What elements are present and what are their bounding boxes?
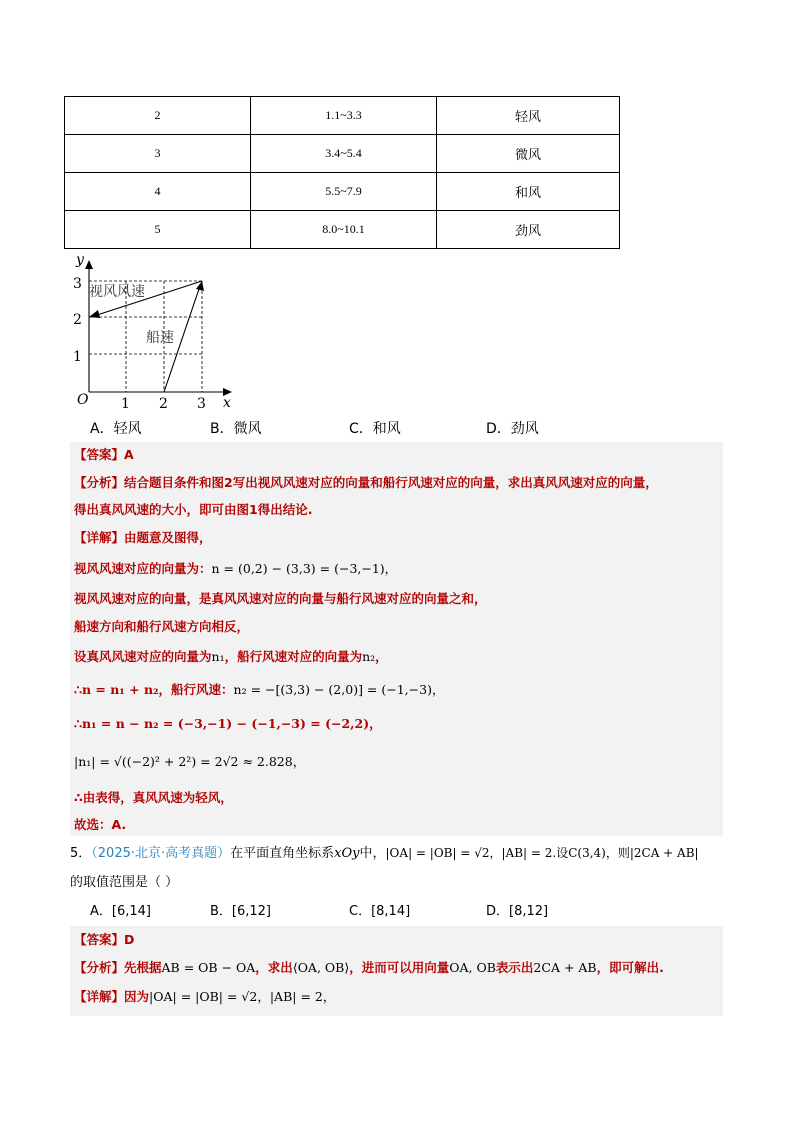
wind-range-cell: 8.0~10.1 — [251, 211, 437, 249]
q5-option-a[interactable]: A．[6,14] — [90, 904, 151, 919]
wind-name-cell: 微风 — [437, 135, 620, 173]
q5-detail-text-1: 因为 — [124, 989, 150, 1004]
q4-detail-text: 由题意及图得， — [124, 530, 212, 545]
wind-table-body — [65, 97, 620, 249]
q5-option-b[interactable]: B．[6,12] — [210, 904, 272, 919]
axes — [85, 260, 232, 396]
q5-analysis-text-5: ，即可解出. — [596, 960, 664, 975]
y-tick-1: 1 — [73, 349, 82, 365]
wind-range-cell: 1.1~3.3 — [251, 97, 437, 135]
wind-name-cell: 劲风 — [437, 211, 620, 249]
q4-sum-line: 视风风速对应的向量，是真风风速对应的向量与船行风速对应的向量之和， — [74, 591, 487, 606]
q5-stem-cond: |OA| = |OB| = √2，|AB| = 2.设C(3,4)，则|2CA + AB| — [385, 846, 699, 860]
q4-set-prefix: 设真风风速对应的向量为 — [74, 649, 212, 664]
apparent-wind-arrowhead — [89, 310, 100, 318]
q5-stem-1: 在平面直角坐标系 — [230, 846, 335, 861]
q5-options — [90, 900, 710, 920]
q4-therefore1-line — [74, 680, 444, 698]
q5-analysis-text-3: ，进而可以用向量 — [349, 960, 450, 975]
q5-analysis-tag: 【分析】 — [74, 960, 125, 975]
q4-therefore1-math: ∴n = n₁ + n₂， — [74, 682, 172, 697]
q4-opposite-line: 船速方向和船行风速方向相反， — [74, 619, 250, 634]
q4-option-a[interactable]: A．轻风 — [90, 421, 142, 437]
q4-choice-line: 故选：A. — [74, 817, 127, 832]
x-axis-label: x — [223, 395, 231, 411]
q5-analysis-math-3: OA, OB — [449, 960, 496, 975]
q5-answer-tag: 【答案】D — [74, 932, 135, 947]
q5-analysis-text-2: ，求出 — [255, 960, 293, 975]
table-row — [65, 135, 620, 173]
q5-option-c[interactable]: C．[8,14] — [349, 904, 411, 919]
q4-modulus-line — [74, 752, 305, 770]
q4-therefore2-line — [74, 714, 382, 732]
q5-answer-block — [70, 926, 723, 1016]
y-tick-2: 2 — [73, 312, 82, 328]
q4-option-b[interactable]: B．微风 — [210, 421, 262, 437]
q5-stem-line-1 — [70, 842, 699, 861]
q4-option-d[interactable]: D．劲风 — [486, 421, 539, 437]
x-tick-3: 3 — [197, 396, 206, 412]
q4-set-line — [74, 647, 388, 665]
wind-name-cell: 轻风 — [437, 97, 620, 135]
q5-analysis-line — [74, 958, 664, 976]
q5-option-d[interactable]: D．[8,12] — [486, 904, 549, 919]
q5-stem-2: 中， — [359, 846, 386, 861]
q4-analysis-line-1 — [74, 473, 658, 491]
q5-analysis-math-1: AB = OB − OA — [161, 960, 256, 975]
q5-detail-line — [74, 987, 335, 1005]
wind-level-table — [64, 96, 620, 249]
wind-level-cell: 3 — [65, 135, 251, 173]
origin-label: O — [77, 392, 89, 408]
q4-detail-tag: 【详解】 — [74, 530, 125, 545]
q4-analysis-tag: 【分析】 — [74, 475, 125, 490]
q5-source[interactable]: （2025·北京·高考真题） — [91, 846, 231, 861]
q4-vec-n-math: n = (0,2) − (3,3) = (−3,−1)， — [211, 561, 398, 576]
vector-graph — [70, 252, 245, 412]
q5-stem-3: 的取值范围是（ ） — [70, 875, 179, 890]
q4-analysis-text-1: 结合题目条件和图2写出视风风速对应的向量和船行风速对应的向量，求出真风风速对应的向量， — [124, 475, 658, 490]
q4-vec-n-prefix: 视风风速对应的向量为： — [74, 561, 212, 576]
wind-level-cell: 4 — [65, 173, 251, 211]
y-tick-3: 3 — [73, 276, 82, 292]
q5-stem-xoy: xOy — [334, 846, 360, 861]
q4-set-end: ， — [375, 649, 388, 664]
q5-number: 5． — [70, 846, 92, 861]
x-tick-1: 1 — [121, 396, 130, 412]
q4-set-n2: n₂ — [362, 649, 376, 664]
q5-analysis-text-4: 表示出 — [495, 960, 534, 975]
q5-detail-tag: 【详解】 — [74, 989, 125, 1004]
table-row — [65, 211, 620, 249]
q4-vec-n-line — [74, 559, 397, 577]
wind-range-cell: 5.5~7.9 — [251, 173, 437, 211]
q4-set-mid: ，船行风速对应的向量为 — [224, 649, 363, 664]
q4-detail-line — [74, 528, 212, 546]
y-axis-label: y — [76, 252, 84, 268]
q4-conclusion-line: ∴由表得，真风风速为轻风， — [74, 790, 233, 805]
apparent-wind-label: 视风风速 — [89, 284, 145, 300]
table-row — [65, 173, 620, 211]
y-axis-arrow — [85, 260, 93, 269]
q4-answer-block — [70, 442, 723, 836]
q4-option-c[interactable]: C．和风 — [349, 421, 401, 437]
q4-analysis-line-2: 得出真风风速的大小，即可由图1得出结论. — [74, 502, 313, 517]
q4-options — [90, 418, 690, 438]
wind-range-cell: 3.4~5.4 — [251, 135, 437, 173]
wind-level-cell: 5 — [65, 211, 251, 249]
q4-therefore1-text: 船行风速： — [171, 682, 234, 697]
wind-level-cell: 2 — [65, 97, 251, 135]
wind-name-cell: 和风 — [437, 173, 620, 211]
q5-analysis-math-4: 2CA + AB — [533, 960, 597, 975]
q4-answer-tag: 【答案】A — [74, 447, 134, 462]
q4-set-n1: n₁ — [211, 649, 225, 664]
q4-therefore1-math2: n₂ = −[(3,3) − (2,0)] = (−1,−3)， — [233, 682, 445, 697]
q5-analysis-text-1: 先根据 — [124, 960, 162, 975]
q5-detail-math: |OA| = |OB| = √2，|AB| = 2， — [149, 989, 336, 1004]
ship-speed-label: 船速 — [146, 330, 174, 346]
q4-modulus-math: |n₁| = √((−2)² + 2²) = 2√2 ≈ 2.828， — [74, 754, 306, 769]
q5-analysis-math-2: ⟨OA, OB⟩ — [292, 960, 350, 975]
x-tick-2: 2 — [159, 396, 168, 412]
q4-therefore2-math: ∴n₁ = n − n₂ = (−3,−1) − (−1,−3) = (−2,2)， — [74, 716, 382, 731]
table-row — [65, 97, 620, 135]
